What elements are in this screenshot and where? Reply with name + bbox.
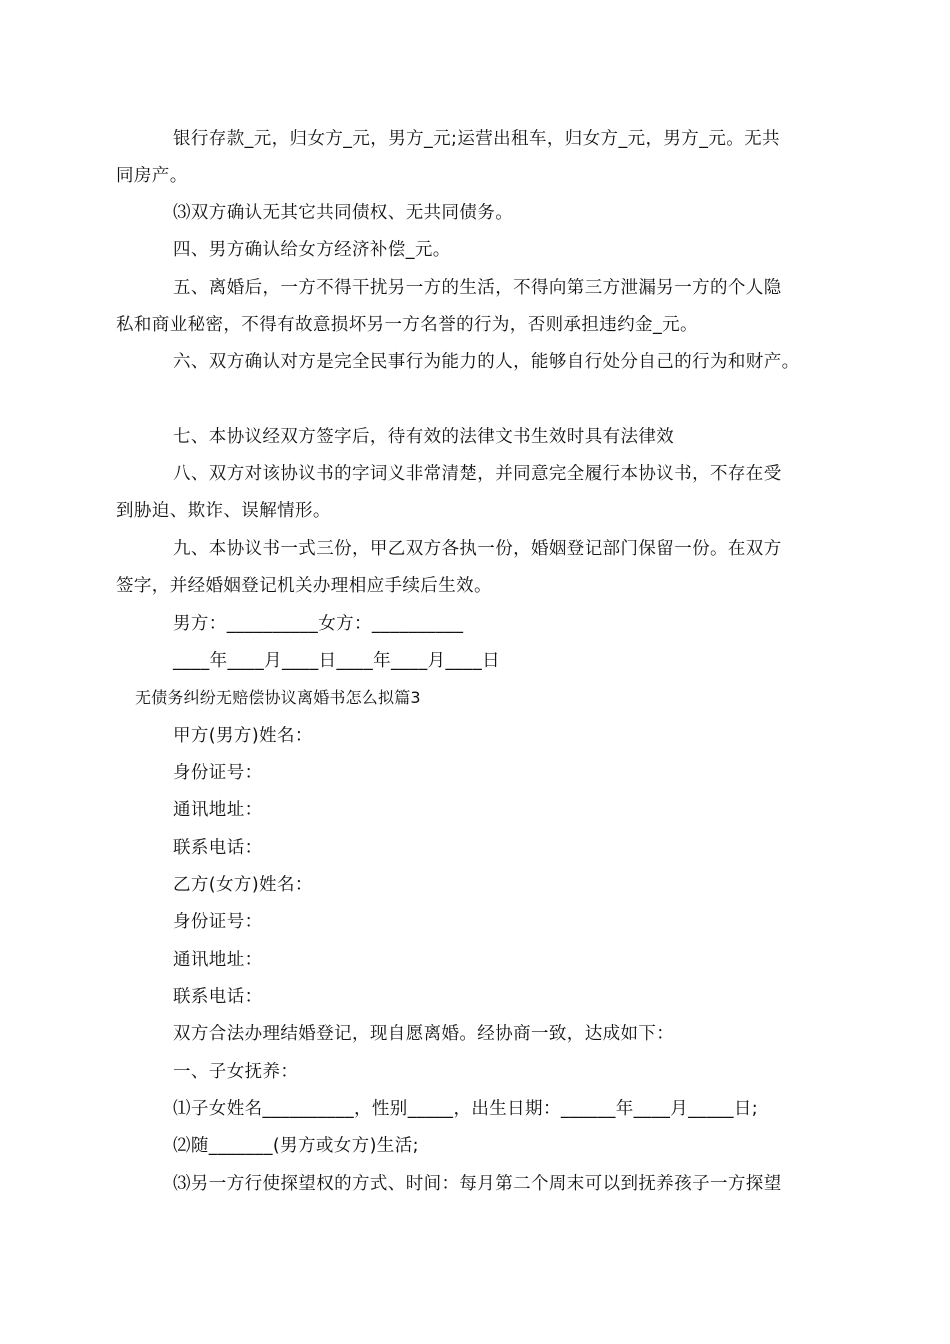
form-field-label: 身份证号： xyxy=(173,912,263,932)
text-line: 签字，并经婚姻登记机关办理相应手续后生效。 xyxy=(116,576,492,596)
form-field-label: 通讯地址： xyxy=(173,950,263,970)
form-field-label: 联系电话： xyxy=(173,987,263,1007)
text-line: 八、双方对该协议书的字词义非常清楚，并同意完全履行本协议书，不存在受 xyxy=(173,464,782,484)
text-line: ⑶双方确认无其它共同债权、无共同债务。 xyxy=(173,203,514,223)
text-line: ⑵随_______(男方或女方)生活; xyxy=(173,1136,419,1156)
text-line: 五、离婚后，一方不得干扰另一方的生活，不得向第三方泄漏另一方的个人隐 xyxy=(173,278,782,298)
section-heading: 无债务纠纷无赔偿协议离婚书怎么拟篇3 xyxy=(135,688,421,707)
signature-line: 男方：__________女方：__________ xyxy=(173,614,464,634)
form-field-label: 联系电话： xyxy=(173,838,263,858)
text-line: 到胁迫、欺诈、误解情形。 xyxy=(116,501,331,521)
text-line: 七、本协议经双方签字后，待有效的法律文书生效时具有法律效 xyxy=(173,427,675,447)
text-line: 同房产。 xyxy=(116,166,188,186)
text-line: 四、男方确认给女方经济补偿_元。 xyxy=(173,240,451,260)
text-line: 六、双方确认对方是完全民事行为能力的人，能够自行处分自己的行为和财产。 xyxy=(173,352,800,372)
text-line: ⑶另一方行使探望权的方式、时间：每月第二个周末可以到抚养孩子一方探望 xyxy=(173,1174,782,1194)
text-line: ⑴子女姓名__________，性别_____，出生日期：______年____月_____日; xyxy=(173,1099,759,1119)
text-line: 双方合法办理结婚登记，现自愿离婚。经协商一致，达成如下： xyxy=(173,1024,675,1044)
form-field-label: 身份证号： xyxy=(173,763,263,783)
text-line: 私和商业秘密，不得有故意损坏另一方名誉的行为，否则承担违约金_元。 xyxy=(116,315,698,335)
text-line: 九、本协议书一式三份，甲乙双方各执一份，婚姻登记部门保留一份。在双方 xyxy=(173,539,782,559)
form-field-label: 乙方(女方)姓名： xyxy=(173,875,313,895)
date-line: ____年____月____日____年____月____日 xyxy=(173,651,500,671)
form-field-label: 通讯地址： xyxy=(173,800,263,820)
text-line: 一、子女抚养： xyxy=(173,1062,299,1082)
form-field-label: 甲方(男方)姓名： xyxy=(173,726,313,746)
text-line: 银行存款_元，归女方_元，男方_元;运营出租车，归女方_元，男方_元。无共 xyxy=(173,129,780,149)
